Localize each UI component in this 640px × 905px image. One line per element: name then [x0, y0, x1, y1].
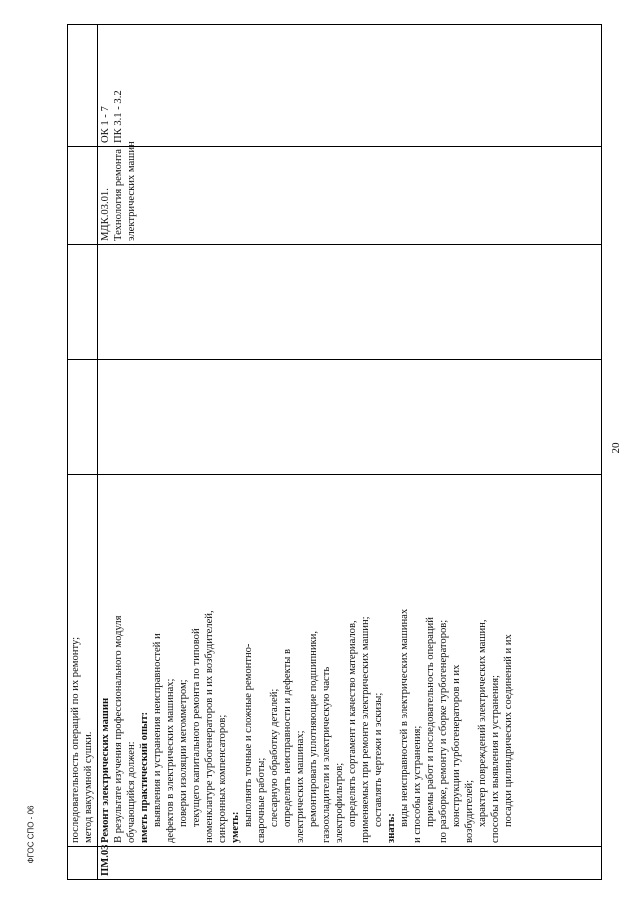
list-item: электрофильтров;: [334, 762, 345, 843]
cell-competence-pm03: [98, 25, 602, 147]
rotated-page: [67, 25, 602, 880]
competence-ok: ОК 1 - 7: [100, 106, 111, 143]
list-item: виды неисправностей в электрических машинах: [399, 608, 410, 827]
list-item: номенклатуре турбогенераторов и их возбудителей,: [204, 610, 215, 843]
knowledge-list: [398, 478, 515, 843]
footer-mark: ФГОС СПО - 06: [26, 805, 36, 864]
mdk-title-line: электрических машин: [126, 141, 137, 241]
list-item: и способы их устранения;: [412, 725, 423, 843]
experience-list: [151, 478, 229, 843]
skills-list: [242, 478, 385, 843]
competence-pk: ПК 3.1 - 3.2: [113, 90, 124, 143]
list-item: определять неисправности и дефекты в: [282, 649, 293, 827]
skills-heading: уметь:: [230, 811, 241, 843]
mdk-title-line: Технология ремонта: [113, 148, 124, 241]
list-item: характер повреждений электрических машин,: [477, 619, 488, 827]
cell-content-previous: [68, 475, 98, 847]
list-item: выявления и устранения неисправностей и: [152, 633, 163, 827]
knowledge-heading: знать:: [386, 813, 397, 843]
content-line: метод вакуумной сушки.: [83, 731, 94, 843]
list-item: выполнять точные и сложные ремонтно-: [243, 643, 254, 827]
list-item: поверки изоляции мегомметром;: [178, 679, 189, 827]
page-number: 20: [610, 442, 622, 454]
module-title: Ремонт электрических машин: [100, 697, 111, 843]
list-item: сварочные работы;: [256, 757, 267, 843]
list-item: способы их выявления и устранения;: [490, 674, 501, 843]
curriculum-table: [67, 24, 602, 880]
cell-content-pm03: [98, 475, 602, 847]
list-item: возбудителей;: [464, 779, 475, 843]
cell-hours-2: [98, 245, 602, 360]
mdk-code: МДК.03.01.: [100, 188, 111, 241]
list-item: посадки цилиндрических соединений и их: [503, 634, 514, 827]
cell-competence-empty: [68, 25, 98, 147]
cell-code-empty: [68, 847, 98, 880]
cell-hours-1: [98, 360, 602, 475]
list-item: конструкции турбогенераторов и их: [451, 664, 462, 827]
intro-line: В результате изучения профессионального модуля: [113, 615, 124, 843]
intro-line: обучающийся должен:: [126, 741, 137, 843]
list-item: составлять чертежи и эскизы;: [373, 692, 384, 827]
list-item: определять сортамент и качество материалов,: [347, 620, 358, 827]
list-item: применяемых при ремонте электрических машин;: [360, 616, 371, 843]
cell-mdk-empty: [68, 147, 98, 245]
list-item: текущего капитального ремонта по типовой: [191, 628, 202, 827]
content-line: последовательность операций по их ремонту;: [70, 636, 81, 843]
list-item: дефектов в электрических машинах;: [165, 678, 176, 843]
list-item: газоохладители и электрическую часть: [321, 666, 332, 843]
cell-hours-2: [68, 245, 98, 360]
list-item: электрических машинах;: [295, 730, 306, 843]
list-item: ремонтировать уплотняющие подшипники,: [308, 631, 319, 827]
experience-heading: иметь практический опыт:: [139, 711, 150, 843]
list-item: слесарную обработку деталей;: [269, 688, 280, 827]
cell-hours-1: [68, 360, 98, 475]
cell-mdk-pm03: [98, 141, 602, 245]
list-item: синхронных компенсаторов;: [217, 714, 228, 843]
cell-code-pm03: ПМ.03: [98, 847, 602, 880]
list-item: по разборке, ремонту и сборке турбогенераторов;: [438, 619, 449, 843]
table-row-previous: [68, 25, 98, 880]
table-row-pm03: [98, 25, 602, 880]
list-item: приемы работ и последовательность операций: [425, 617, 436, 827]
